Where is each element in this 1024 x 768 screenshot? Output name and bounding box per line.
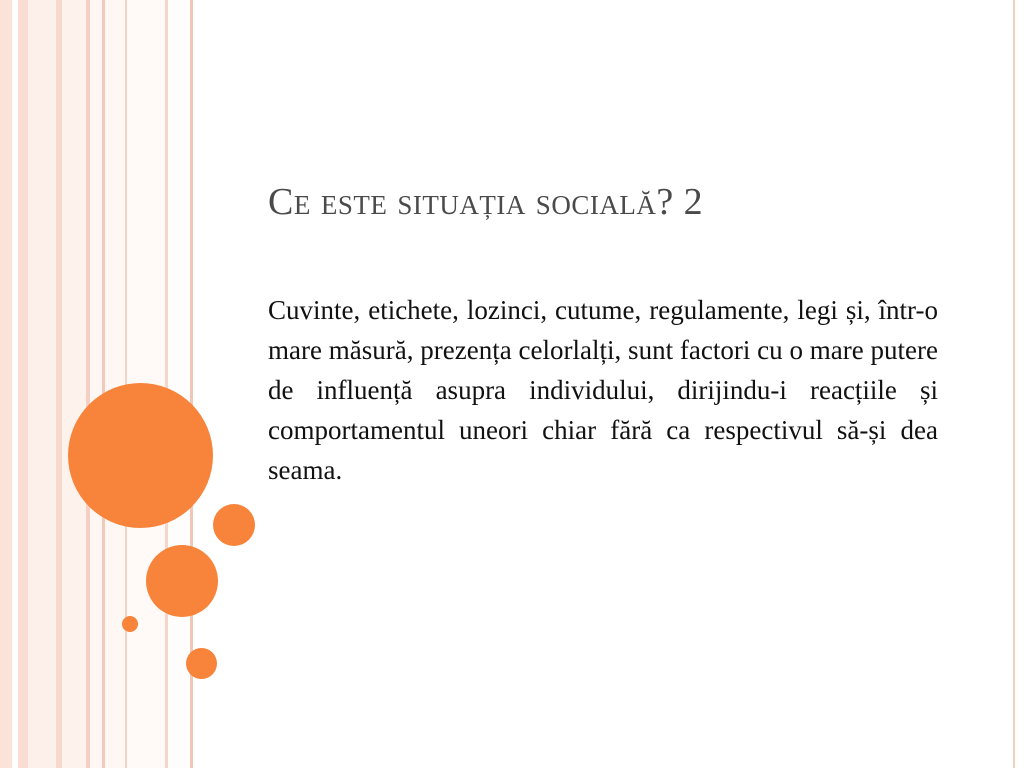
slide-body-text: Cuvinte, etichete, lozinci, cutume, regulamente, legi și, într-o mare măsură, prezența celorlalți, sunt factori cu o mare putere de influență asupra individului, dirijindu-i reacțiile și comportamentul uneori chiar fără ca respectivul să-și dea seama. bbox=[268, 295, 938, 485]
decorative-stripe bbox=[28, 0, 56, 768]
decorative-circle-large bbox=[68, 383, 213, 528]
decorative-stripe bbox=[62, 0, 86, 768]
decorative-stripe bbox=[0, 0, 12, 768]
decorative-stripe bbox=[168, 0, 190, 768]
decorative-circle-tiny bbox=[122, 616, 138, 632]
decorative-stripe bbox=[105, 0, 125, 768]
decorative-circle-small bbox=[186, 648, 217, 679]
slide-title: Ce este situația socială? 2 bbox=[268, 181, 704, 223]
decorative-stripe bbox=[90, 0, 102, 768]
right-border-line bbox=[1013, 0, 1015, 768]
decorative-stripe bbox=[18, 0, 28, 768]
decorative-circle-medium bbox=[213, 504, 255, 546]
decorative-circle-mid bbox=[146, 545, 218, 617]
